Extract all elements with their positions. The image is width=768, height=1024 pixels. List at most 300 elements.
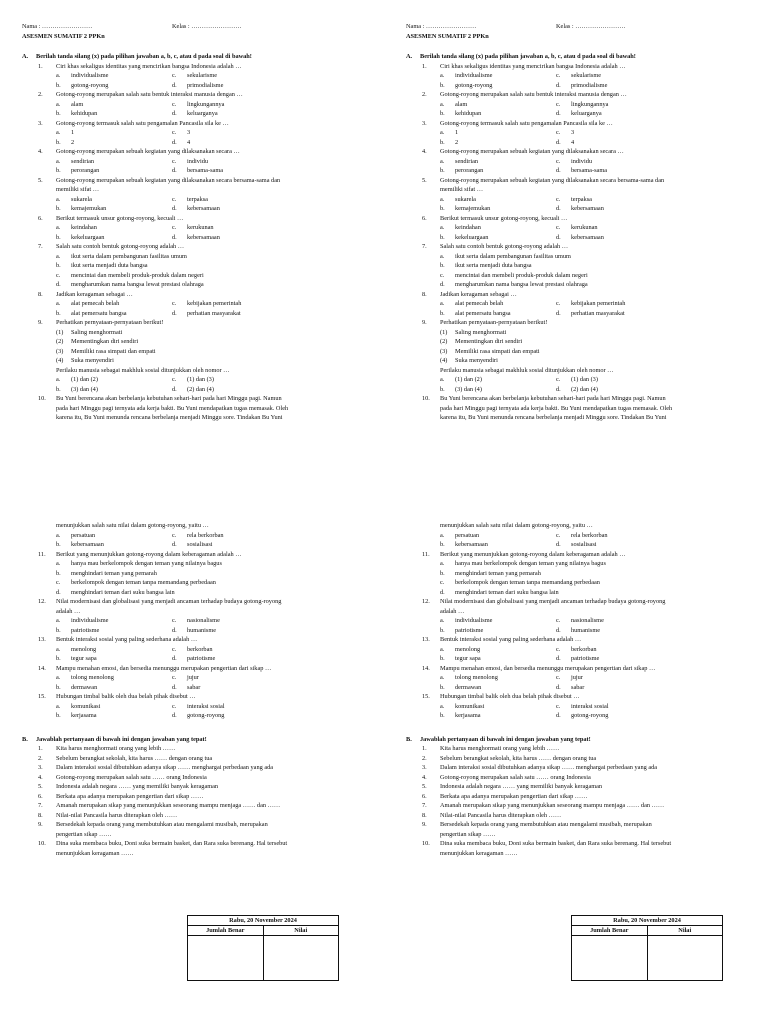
option-row [406, 375, 766, 385]
question [406, 214, 766, 243]
question-number: 2. [38, 91, 43, 98]
option-left [56, 711, 97, 721]
option-left [56, 109, 97, 119]
option [440, 569, 541, 579]
name-field: Nama : …………………… [406, 23, 477, 30]
option-letter: a. [440, 560, 445, 567]
question [22, 801, 382, 811]
option-letter: d. [172, 110, 177, 117]
option-text: nasionalisme [571, 617, 604, 624]
question-text: menunjukkan keragaman …… [440, 849, 518, 857]
option-letter: a. [440, 157, 445, 165]
option-text: patriotisme [187, 655, 216, 662]
question [406, 90, 766, 119]
option-left [440, 166, 483, 176]
question-text: Gotong-royong merupakan sebuah kegiatan yang dilaksanakan secara bersama-sama dan [56, 176, 281, 184]
question [22, 521, 382, 550]
option-letter: d. [556, 205, 561, 212]
question-text-line [22, 607, 382, 617]
question-text-line [406, 413, 766, 423]
question-number: 8. [38, 811, 43, 819]
option-letter: a. [56, 224, 61, 231]
option-letter: b. [440, 110, 445, 117]
option-left [56, 626, 99, 636]
option-right [556, 626, 600, 636]
question-text: Kita harus menghormati orang yang lebih …… [56, 745, 176, 752]
question-number: 14. [38, 664, 46, 672]
option-left [56, 204, 106, 214]
option-letter: (1) [56, 328, 64, 336]
question [406, 597, 766, 635]
question-number: 5. [422, 783, 427, 790]
question-text: Gotong-royong merupakan sebuah kegiatan yang dilaksanakan secara … [56, 148, 240, 155]
question-text: Nilai-nilai Pancasila harus diterapkan oleh …… [56, 811, 178, 819]
section-a-letter: A. [22, 53, 29, 60]
option-left [440, 81, 492, 91]
question-text-line [22, 763, 382, 773]
option-row [406, 711, 766, 721]
question-text: pengertian sikap …… [56, 830, 112, 838]
option-text: sekularisme [187, 72, 218, 79]
question-text-line [406, 90, 766, 100]
question [22, 820, 382, 839]
question [22, 242, 382, 290]
option-text: keluarganya [187, 110, 218, 117]
option-letter: c. [172, 72, 177, 79]
option-row [22, 616, 382, 626]
question-number: 3. [422, 764, 427, 771]
option-left [440, 233, 488, 243]
question-text: Gotong-royong termasuk salah satu pengamalan Pancasila sila ke … [440, 119, 613, 127]
option-letter: a. [56, 129, 61, 136]
option-left [440, 616, 492, 626]
question-text-line [22, 773, 382, 783]
option-right [556, 223, 598, 233]
question-number: 6. [422, 792, 427, 800]
option-text: (3) dan (4) [455, 385, 482, 393]
option-text: kerukunan [187, 224, 214, 231]
question-text-line [406, 773, 766, 783]
question-text-line [406, 763, 766, 773]
option [56, 328, 122, 338]
option-text: sosialisasi [571, 541, 597, 548]
option-letter: c. [556, 645, 561, 653]
option-right [556, 683, 584, 693]
option-left [56, 673, 114, 683]
option-row [22, 702, 382, 712]
question-text: karena itu, Bu Yuni menunda rencana berbelanja menjadi Minggu sore. Tindakan Bu Yuni [440, 414, 667, 421]
question-number: 3. [38, 764, 43, 771]
option [440, 280, 588, 290]
question-text-line [22, 801, 382, 811]
option-text: hanya mau berkelompok dengan teman yang nilainya bagus [71, 560, 222, 567]
option-text: komunikasi [71, 702, 101, 710]
question-number: 10. [38, 395, 46, 402]
list-option [406, 328, 766, 338]
option-right [556, 385, 598, 395]
question-text: menunjukkan keragaman …… [56, 849, 134, 857]
question-number: 2. [38, 754, 43, 762]
option-text: Suka menyendiri [71, 357, 114, 364]
question-text: Dalam interaksi sosial dibutuhkan adanya sikap …… menghargai perbedaan yang ada [56, 764, 274, 771]
option-row [22, 157, 382, 167]
option-left [56, 375, 98, 385]
option-row [22, 375, 382, 385]
option-letter: d. [556, 167, 561, 174]
question-text-line [22, 242, 382, 252]
exam-column-right [406, 0, 768, 1024]
question [406, 242, 766, 290]
question-text-line [406, 811, 766, 821]
option-text: mencintai dan membeli produk-produk dalam negeri [71, 271, 204, 279]
list-option [406, 356, 766, 366]
question-text: Gotong-royong merupakan salah satu bentuk interaksi manusia dengan … [56, 91, 243, 98]
option-text: tolong menolong [455, 674, 498, 681]
score-value-cell [648, 936, 723, 980]
option-right [172, 71, 217, 81]
option [440, 588, 559, 598]
question-text: Gotong-royong merupakan sebuah kegiatan yang dilaksanakan secara … [440, 148, 624, 155]
question [22, 62, 382, 91]
question-text-line [406, 792, 766, 802]
option-left [440, 531, 479, 541]
option-text: alam [455, 100, 468, 108]
option-letter: c. [172, 129, 177, 136]
option-row [406, 100, 766, 110]
question-text-line [406, 754, 766, 764]
option-text: patriotisme [71, 626, 100, 634]
question-number: 5. [38, 176, 43, 184]
option-right [172, 645, 213, 655]
option-right [556, 128, 574, 138]
option-text: lingkungannya [187, 100, 225, 108]
option-row [406, 683, 766, 693]
question-text-line [22, 62, 382, 72]
question-number: 12. [38, 598, 46, 605]
option-right [172, 683, 200, 693]
score-value-label: Nilai [294, 927, 308, 934]
option-text: humanisme [187, 626, 217, 634]
list-option [22, 337, 382, 347]
option-row [406, 654, 766, 664]
option-row [406, 702, 766, 712]
option-right [556, 645, 597, 655]
list-option [22, 347, 382, 357]
option-letter: b. [56, 655, 61, 662]
question-text: pada hari Minggu pagi ternyata ada kerja bakti. Bu Yuni mendapatkan tugas memasak. Oleh [440, 404, 673, 412]
question-text: Indonesia adalah negara …… yang memiliki banyak keragaman [56, 783, 219, 790]
header-row [22, 22, 384, 32]
question-number: 1. [38, 745, 43, 752]
question-text: Berikut termasuk unsur gotong-royong, kecuali … [56, 214, 184, 222]
question-text: Dina suka membaca buku, Doni suka bermain basket, dan Rara suka berenang. Hal tersebut [56, 840, 288, 847]
option-letter: d. [172, 309, 177, 317]
option-letter: c. [556, 300, 561, 307]
option-left [56, 683, 97, 693]
option [56, 280, 204, 290]
option-text: kebersamaan [187, 205, 220, 212]
question-text: memiliki sifat … [56, 186, 100, 193]
question-text: Nilai-nilai Pancasila harus diterapkan oleh …… [440, 811, 562, 819]
question-number: 6. [422, 214, 427, 222]
option-text: individu [571, 157, 592, 165]
question-text-line [22, 597, 382, 607]
question-number: 8. [422, 811, 427, 819]
option-right [556, 195, 592, 205]
question-text-line [22, 185, 382, 195]
question-text: Dina suka membaca buku, Doni suka bermain basket, dan Rara suka berenang. Hal tersebut [440, 840, 672, 847]
option-right [556, 616, 604, 626]
section-a-letter: A. [406, 53, 413, 60]
option-letter: c. [172, 100, 177, 108]
option-row [406, 299, 766, 309]
question-text-line [406, 176, 766, 186]
option-text: 2 [455, 138, 459, 146]
option-left [440, 375, 482, 385]
option-text: 4 [187, 138, 191, 146]
option-text: sabar [187, 683, 201, 691]
question-text-line [22, 664, 382, 674]
option-row [22, 385, 382, 395]
question [406, 119, 766, 148]
score-body [188, 936, 338, 980]
option-text: (1) dan (3) [187, 376, 214, 383]
option-text: persatuan [455, 531, 480, 539]
option-row [406, 645, 766, 655]
question-number: 1. [38, 62, 43, 70]
option-letter: c. [172, 195, 177, 203]
section-a-text: Berilah tanda silang (x) pada pilihan jawaban a, b, c, atau d pada soal di bawah! [36, 53, 252, 60]
option-text: alam [71, 100, 84, 108]
option-right [556, 100, 608, 110]
option-row [22, 128, 382, 138]
option-text: menolong [71, 645, 97, 653]
exam-column-left [22, 0, 384, 1024]
option-letter: d. [56, 588, 61, 596]
option-letter: c. [556, 195, 561, 203]
question [22, 744, 382, 754]
option-letter: d. [172, 385, 177, 393]
question-text-line [22, 318, 382, 328]
option-letter: c. [172, 376, 177, 383]
question [22, 782, 382, 792]
option-letter: c. [56, 271, 61, 279]
question-text: Hubungan timbal balik oleh dua belah pihak disebut … [56, 693, 196, 700]
option-text: perhatian masyarakat [187, 309, 241, 317]
option-row [406, 626, 766, 636]
option [56, 347, 156, 357]
question-number: 7. [422, 243, 427, 250]
option-row [22, 166, 382, 176]
question-number: 10. [422, 395, 430, 402]
question-number: 7. [422, 802, 427, 809]
option-letter: c. [172, 617, 177, 624]
question-text: Gotong-royong termasuk salah satu pengamalan Pancasila sila ke … [56, 119, 229, 127]
option-letter: b. [56, 138, 61, 146]
option-text: 4 [571, 138, 575, 146]
question-text-line [22, 754, 382, 764]
question-text-line [406, 394, 766, 404]
question [22, 290, 382, 319]
question-text: Berikut yang menunjukkan gotong-royong dalam keberagaman adalah … [56, 550, 242, 558]
option-text: tolong menolong [71, 674, 114, 681]
option-left [440, 299, 503, 309]
question-text: Amanah merupakan sikap yang menunjukkan seseorang mampu menjaga …… dan …… [56, 802, 281, 809]
option [440, 271, 588, 281]
option-right [172, 157, 208, 167]
option-letter: a. [440, 224, 445, 231]
option-text: kerjasama [455, 712, 481, 719]
option-right [556, 204, 604, 214]
question-number: 14. [422, 664, 430, 672]
option-text: humanisme [571, 626, 601, 634]
option-right [556, 702, 609, 712]
question-text: Berkata apa adanya merupakan pengertian dari sikap …… [56, 792, 204, 800]
question-followup: Perilaku manusia sebagai makhluk sosial ditunjukkan oleh nomor … [440, 366, 614, 374]
question [406, 820, 766, 839]
question-text-line [22, 692, 382, 702]
question-number: 4. [422, 148, 427, 155]
option-left [56, 223, 97, 233]
option-right [172, 128, 190, 138]
option-text: alat pemersatu bangsa [455, 309, 511, 317]
option-letter: a. [56, 300, 61, 307]
question-number: 15. [38, 693, 46, 700]
list-option [22, 261, 382, 271]
option [440, 356, 498, 366]
question-text: Bentuk interaksi sosial yang paling sederhana adalah … [440, 636, 582, 643]
option-letter: d. [556, 541, 561, 548]
option-letter: d. [556, 683, 561, 691]
option-text: primodialisme [571, 81, 608, 89]
option-text: kerjasama [71, 712, 97, 719]
option-row [406, 540, 766, 550]
option-letter: a. [440, 129, 445, 136]
option-letter: a. [56, 531, 61, 539]
option-right [556, 233, 604, 243]
option-text: alat pemecah belah [455, 300, 504, 307]
option [440, 347, 540, 357]
option-letter: a. [440, 674, 445, 681]
option-letter: (2) [440, 338, 448, 345]
option-text: mencintai dan membeli produk-produk dalam negeri [455, 271, 588, 279]
option-right [172, 81, 223, 91]
option-row [406, 109, 766, 119]
option-row [22, 81, 382, 91]
option-letter: c. [172, 300, 177, 307]
question-text-line [406, 521, 766, 531]
option-row [406, 223, 766, 233]
option-letter: b. [56, 309, 61, 317]
option-right [172, 375, 214, 385]
option-letter: d. [440, 281, 445, 288]
question-text-line [406, 607, 766, 617]
question-text-line [22, 404, 382, 414]
option-letter: c. [556, 129, 561, 136]
option-letter: (3) [56, 347, 64, 355]
option-text: komunikasi [455, 702, 485, 710]
option-left [56, 138, 74, 148]
question-text: Sebelum berangkat sekolah, kita harus …… dengan orang tua [56, 754, 213, 762]
score-box [571, 915, 723, 981]
option-letter: a. [440, 72, 445, 79]
option-letter: d. [172, 655, 177, 662]
option-row [22, 71, 382, 81]
question [406, 290, 766, 319]
question-number: 7. [38, 802, 43, 809]
question-text: Gotong-royong merupakan salah satu …… orang Indonesia [440, 773, 591, 781]
question [406, 763, 766, 773]
question-number: 4. [38, 148, 43, 155]
question-text-line [406, 597, 766, 607]
option-right [172, 540, 213, 550]
option-letter: c. [56, 579, 61, 586]
option-left [440, 309, 511, 319]
option-letter: b. [56, 167, 61, 174]
score-correct-label: Jumlah Benar [188, 926, 264, 935]
option [56, 261, 148, 271]
option-text: kekeluargaan [455, 233, 489, 241]
question-text: Perhatikan pernyataan-pernyataan berikut! [56, 319, 164, 326]
question [22, 318, 382, 394]
option-letter: d. [172, 81, 177, 89]
option-text: individualisme [71, 617, 109, 624]
question-text: Gotong-royong merupakan salah satu …… orang Indonesia [56, 773, 207, 781]
option-text: mengharumkan nama bangsa lewat prestasi olahraga [71, 281, 204, 288]
list-option [406, 569, 766, 579]
option-left [56, 100, 83, 110]
option-row [406, 531, 766, 541]
option-left [440, 626, 483, 636]
section-b-text: Jawablah pertanyaan di bawah ini dengan jawaban yang tepat! [420, 735, 591, 743]
option-left [440, 195, 476, 205]
option-right [172, 223, 214, 233]
option-letter: c. [440, 579, 445, 586]
option-left [56, 233, 104, 243]
option-text: keindahan [455, 224, 481, 231]
question-text: Kita harus menghormati orang yang lebih …… [440, 745, 560, 752]
option-text: bersama-sama [571, 167, 608, 174]
question-text-line [22, 550, 382, 560]
list-option [406, 347, 766, 357]
option-letter: b. [440, 385, 445, 393]
question-text: Bersedekah kepada orang yang membutuhkan atau mengalami musibah, merupakan [56, 821, 268, 828]
section-b-title [406, 735, 766, 745]
question [22, 119, 382, 148]
option-left [440, 711, 481, 721]
question-text: Salah satu contoh bentuk gotong-royong adalah … [440, 243, 569, 250]
question [22, 90, 382, 119]
option-left [56, 616, 108, 626]
option-text: sendirian [71, 157, 95, 165]
option [56, 578, 216, 588]
option-text: persatuan [71, 531, 96, 539]
question [22, 692, 382, 721]
question-number: 11. [422, 550, 430, 558]
question-number: 2. [422, 754, 427, 762]
option-right [172, 616, 220, 626]
option-text: keluarganya [571, 110, 602, 117]
question [406, 692, 766, 721]
option-letter: d. [556, 712, 561, 719]
question [22, 811, 382, 821]
section-b-letter: B. [406, 735, 412, 743]
option-text: (1) dan (2) [455, 376, 482, 383]
option-left [440, 138, 458, 148]
option-row [406, 157, 766, 167]
question-number: 5. [38, 783, 43, 790]
option-letter: d. [556, 385, 561, 393]
